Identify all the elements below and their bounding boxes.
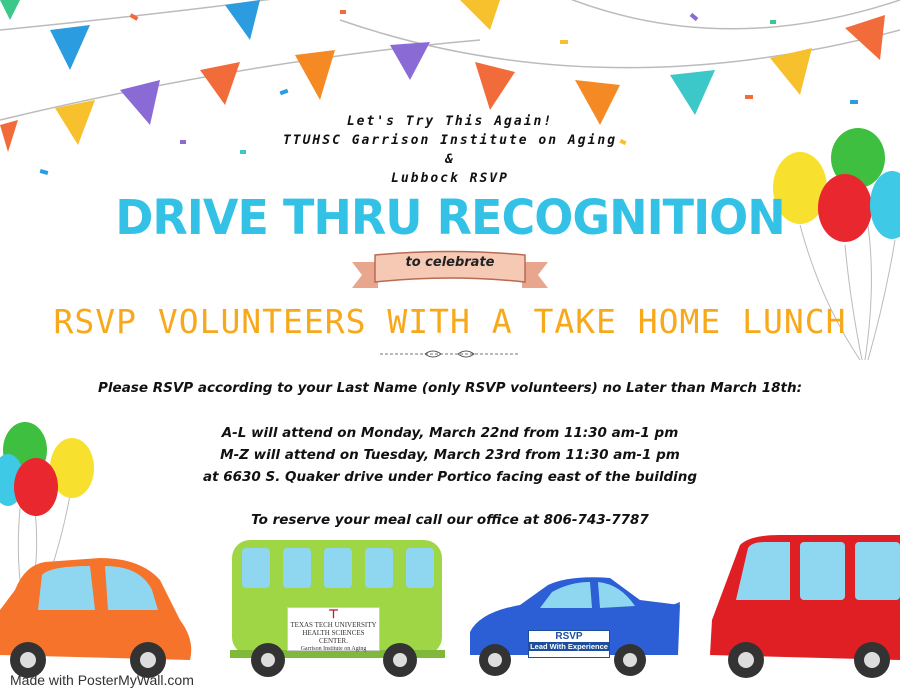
poster-subtitle: RSVP VOLUNTEERS WITH A TAKE HOME LUNCH	[53, 302, 847, 341]
intro-line-1: Let's Try This Again!	[346, 114, 554, 129]
rsvp-logo-sign	[528, 630, 610, 658]
poster-title: DRIVE THRU RECOGNITION	[115, 188, 785, 246]
instructions-text: Please RSVP according to your Last Name (only RSVP volunteers) no Later than March 18th:	[98, 380, 802, 396]
intro-line-4: Lubbock RSVP	[391, 171, 509, 186]
blue-car	[470, 577, 680, 676]
rsvp-sign-title: RSVP	[555, 631, 583, 642]
watermark-footer: Made with PosterMyWall.com	[10, 672, 194, 688]
ttu-line-1: TEXAS TECH UNIVERSITY	[290, 621, 377, 629]
ttu-line-3: Garrison Institute on Aging	[300, 646, 367, 652]
ribbon-text: to celebrate	[405, 255, 495, 270]
orange-car	[0, 558, 191, 678]
intro-line-2: TTUHSC Garrison Institute on Aging	[282, 133, 618, 148]
red-van	[710, 535, 900, 678]
divider-ornament	[380, 351, 520, 357]
ttuhsc-logo-sign	[287, 607, 380, 651]
reserve-phone-text: To reserve your meal call our office at 806-743-7787	[251, 512, 649, 528]
location-text: at 6630 S. Quaker drive under Portico facing east of the building	[202, 469, 698, 485]
group-a-schedule: A-L will attend on Monday, March 22nd from 11:30 am-1 pm	[221, 425, 679, 441]
double-t-icon: ⊤	[328, 607, 339, 621]
intro-heading	[0, 112, 900, 188]
ttu-line-2: HEALTH SCIENCES CENTER.	[302, 629, 365, 645]
intro-line-3: &	[445, 152, 455, 167]
rsvp-sign-tagline: Lead With Experience	[530, 642, 608, 651]
group-b-schedule: M-Z will attend on Tuesday, March 23rd from 11:30 am-1 pm	[220, 447, 680, 463]
